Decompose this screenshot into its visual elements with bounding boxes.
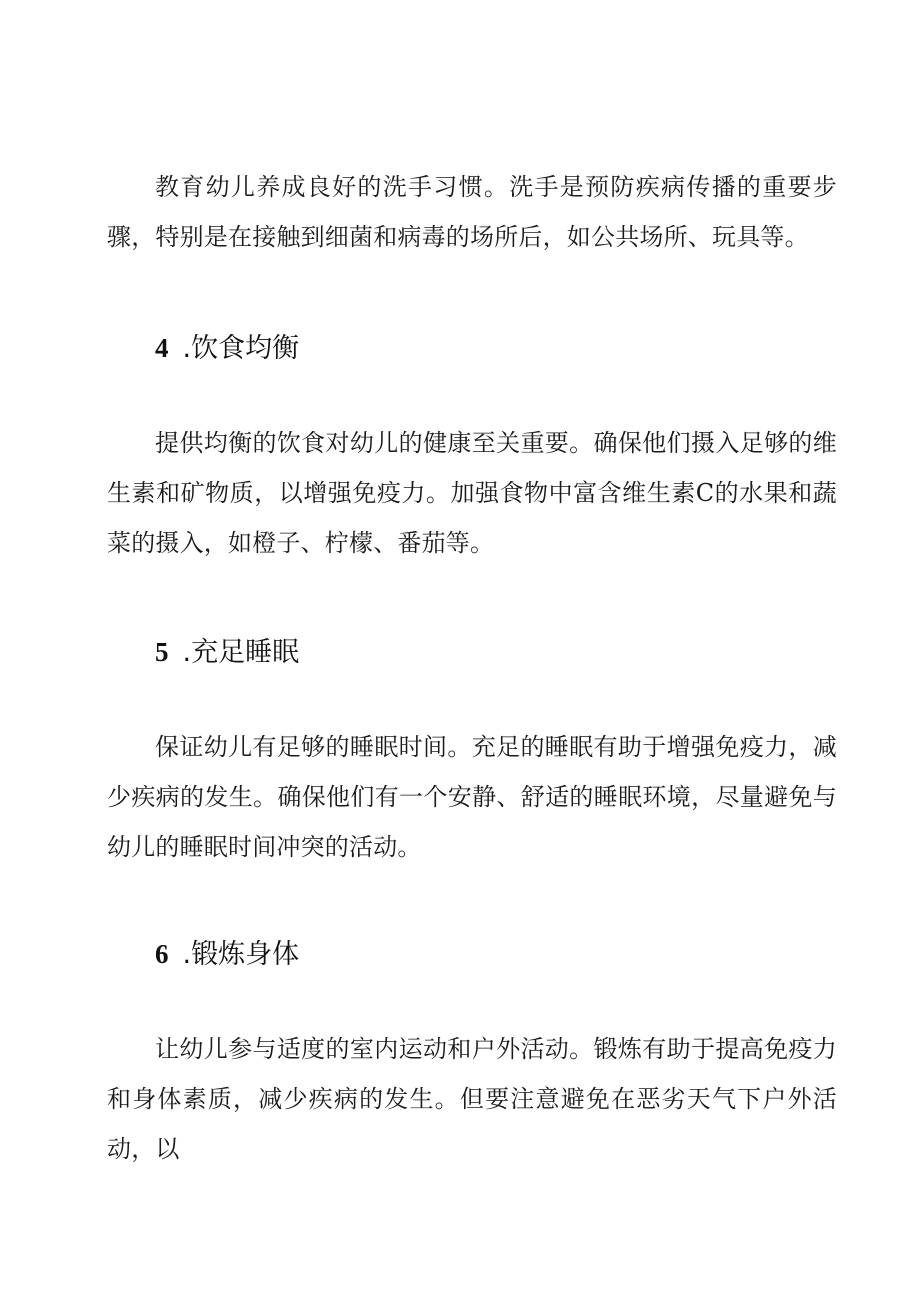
section-number: 6 (155, 939, 169, 969)
paragraph-sleep: 保证幼儿有足够的睡眠时间。充足的睡眠有助于增强免疫力，减少疾病的发生。确保他们有一个安静、舒适的睡眠环境，尽量避免与幼儿的睡眠时间冲突的活动。 (107, 733, 837, 861)
section-title: .充足睡眠 (182, 637, 300, 668)
section-title: .饮食均衡 (182, 333, 300, 364)
paragraph-exercise: 让幼儿参与适度的室内运动和户外活动。锻炼有助于提高免疫力和身体素质，减少疾病的发生。但要注意避免在恶劣天气下户外活动，以 (107, 1035, 837, 1163)
paragraph-diet: 提供均衡的饮食对幼儿的健康至关重要。确保他们摄入足够的维生素和矿物质，以增强免疫力。加强食物中富含维生素C的水果和蔬菜的摄入，如橙子、柠檬、番茄等。 (107, 429, 837, 557)
section-title: .锻炼身体 (182, 939, 300, 970)
section-number: 4 (155, 333, 169, 363)
section-heading-sleep (155, 632, 299, 673)
paragraph-handwashing: 教育幼儿养成良好的洗手习惯。洗手是预防疾病传播的重要步骤，特别是在接触到细菌和病毒的场所后，如公共场所、玩具等。 (107, 173, 837, 251)
section-heading-diet (155, 328, 299, 369)
section-heading-exercise (155, 934, 299, 975)
section-number: 5 (155, 637, 169, 667)
